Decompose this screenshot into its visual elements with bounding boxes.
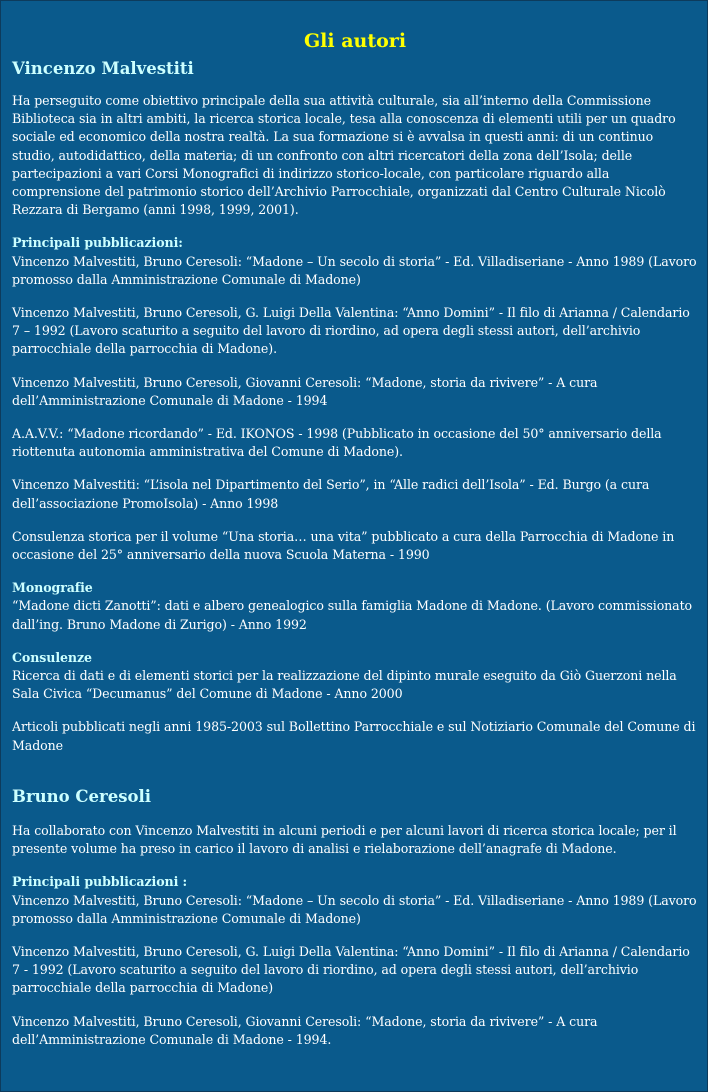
publication-item: A.A.V.V.: “Madone ricordando” - Ed. IKONOS - 1998 (Pubblicato in occasione del 50° anniversario della riottenuta autonomia amministrativa del Comune di Madone). [12, 426, 662, 460]
publication-item: Vincenzo Malvestiti, Bruno Ceresoli, Giovanni Ceresoli: “Madone, storia da rivivere” - A cura dell’Amministrazione Comunale di Madone - 1994 [12, 374, 598, 408]
publications-block-ceresoli [12, 873, 698, 928]
publication-item: Vincenzo Malvestiti, Bruno Ceresoli, Giovanni Ceresoli: “Madone, storia da rivivere” - A cura dell’Amministrazione Comunale di Madone - 1994. [12, 1013, 598, 1047]
consulenze-text: Ricerca di dati e di elementi storici per la realizzazione del dipinto murale eseguito da Giò Guerzoni nella Sala Civica “Decumanus” del Comune di Madone - Anno 2000 [12, 668, 677, 702]
publication-item: Vincenzo Malvestiti, Bruno Ceresoli, G. Luigi Della Valentina: “Anno Domini” - Il filo di Arianna / Calendario 7 – 1992 (Lavoro scaturito a seguito del lavoro di riordino, ad opera degli stessi autori, dell’archivio parrocchiale della parrocchia di Madone). [12, 305, 690, 357]
consulenze-label: Consulenze [12, 649, 92, 665]
publication-item: Vincenzo Malvestiti, Bruno Ceresoli: “Madone – Un secolo di storia” - Ed. Villadiseriane - Anno 1989 (Lavoro promosso dalla Amministrazione Comunale di Madone) [12, 892, 697, 926]
publication-item: Consulenza storica per il volume “Una storia… una vita” pubblicato a cura della Parrocchia di Madone in occasione del 25° anniversario della nuova Scuola Materna - 1990 [12, 528, 675, 563]
articoli-text: Articoli pubblicati negli anni 1985-2003 sul Bollettino Parrocchiale e sul Notiziario Comunale del Comune di Madone [12, 719, 696, 753]
publication-item: Vincenzo Malvestiti, Bruno Ceresoli, G. Luigi Della Valentina: “Anno Domini” - Il filo di Arianna / Calendario 7 - 1992 (Lavoro scaturito a seguito del lavoro di riordino, ad opera degli stessi autori, dell’archivio parrocchiale della parrocchia di Madone) [12, 943, 690, 996]
content [12, 28, 698, 1064]
publication-item: Vincenzo Malvestiti: “L’isola nel Dipartimento del Serio”, in “Alle radici dell’Isola” - Ed. Burgo (a cura dell’associazione PromoIsola) - Anno 1998 [12, 477, 650, 511]
monografie-text: “Madone dicti Zanotti”: dati e albero genealogico sulla famiglia Madone di Madone. (Lavoro commissionato dall’ing. Bruno Madone di Zurigo) - Anno 1992 [12, 598, 693, 632]
monografie-label: Monografie [12, 580, 93, 596]
publications-label: Principali pubblicazioni: [12, 235, 183, 251]
publications-label: Principali pubblicazioni : [12, 874, 188, 890]
monografie-block [12, 579, 698, 634]
author-name-ceresoli: Bruno Ceresoli [12, 786, 152, 806]
author-name-malvestiti: Vincenzo Malvestiti [12, 59, 194, 78]
publications-block-malvestiti [12, 234, 698, 289]
page-title: Gli autori [303, 30, 407, 52]
consulenze-block [12, 649, 698, 704]
publication-item: Vincenzo Malvestiti, Bruno Ceresoli: “Madone – Un secolo di storia” - Ed. Villadiseriane - Anno 1989 (Lavoro promosso dalla Amministrazione Comunale di Madone) [12, 253, 697, 287]
author-bio-malvestiti: Ha perseguito come obiettivo principale della sua attività culturale, sia all’interno della Commissione Biblioteca sia in altri ambiti, la ricerca storica locale, tesa alla conoscenza di elementi utili per un quadro sociale ed economico della nostra realtà. La sua formazione si è avvalsa in questi anni: di un continuo studio, autodidattico, della materia; di un confronto con altri ricercatori della zona dell’Isola; delle partecipazioni a vari Corsi Monografici di indirizzo storico-locale, con particolare riguardo alla comprensione del patrimonio storico dell’Archivio Parrocchiale, organizzati dal Centro Culturale Nicolò Rezzara di Bergamo (anni 1998, 1999, 2001). [12, 93, 676, 218]
author-bio-ceresoli: Ha collaborato con Vincenzo Malvestiti in alcuni periodi e per alcuni lavori di ricerca storica locale; per il presente volume ha preso in carico il lavoro di analisi e rielaborazione dell’anagrafe di Madone. [12, 822, 677, 857]
